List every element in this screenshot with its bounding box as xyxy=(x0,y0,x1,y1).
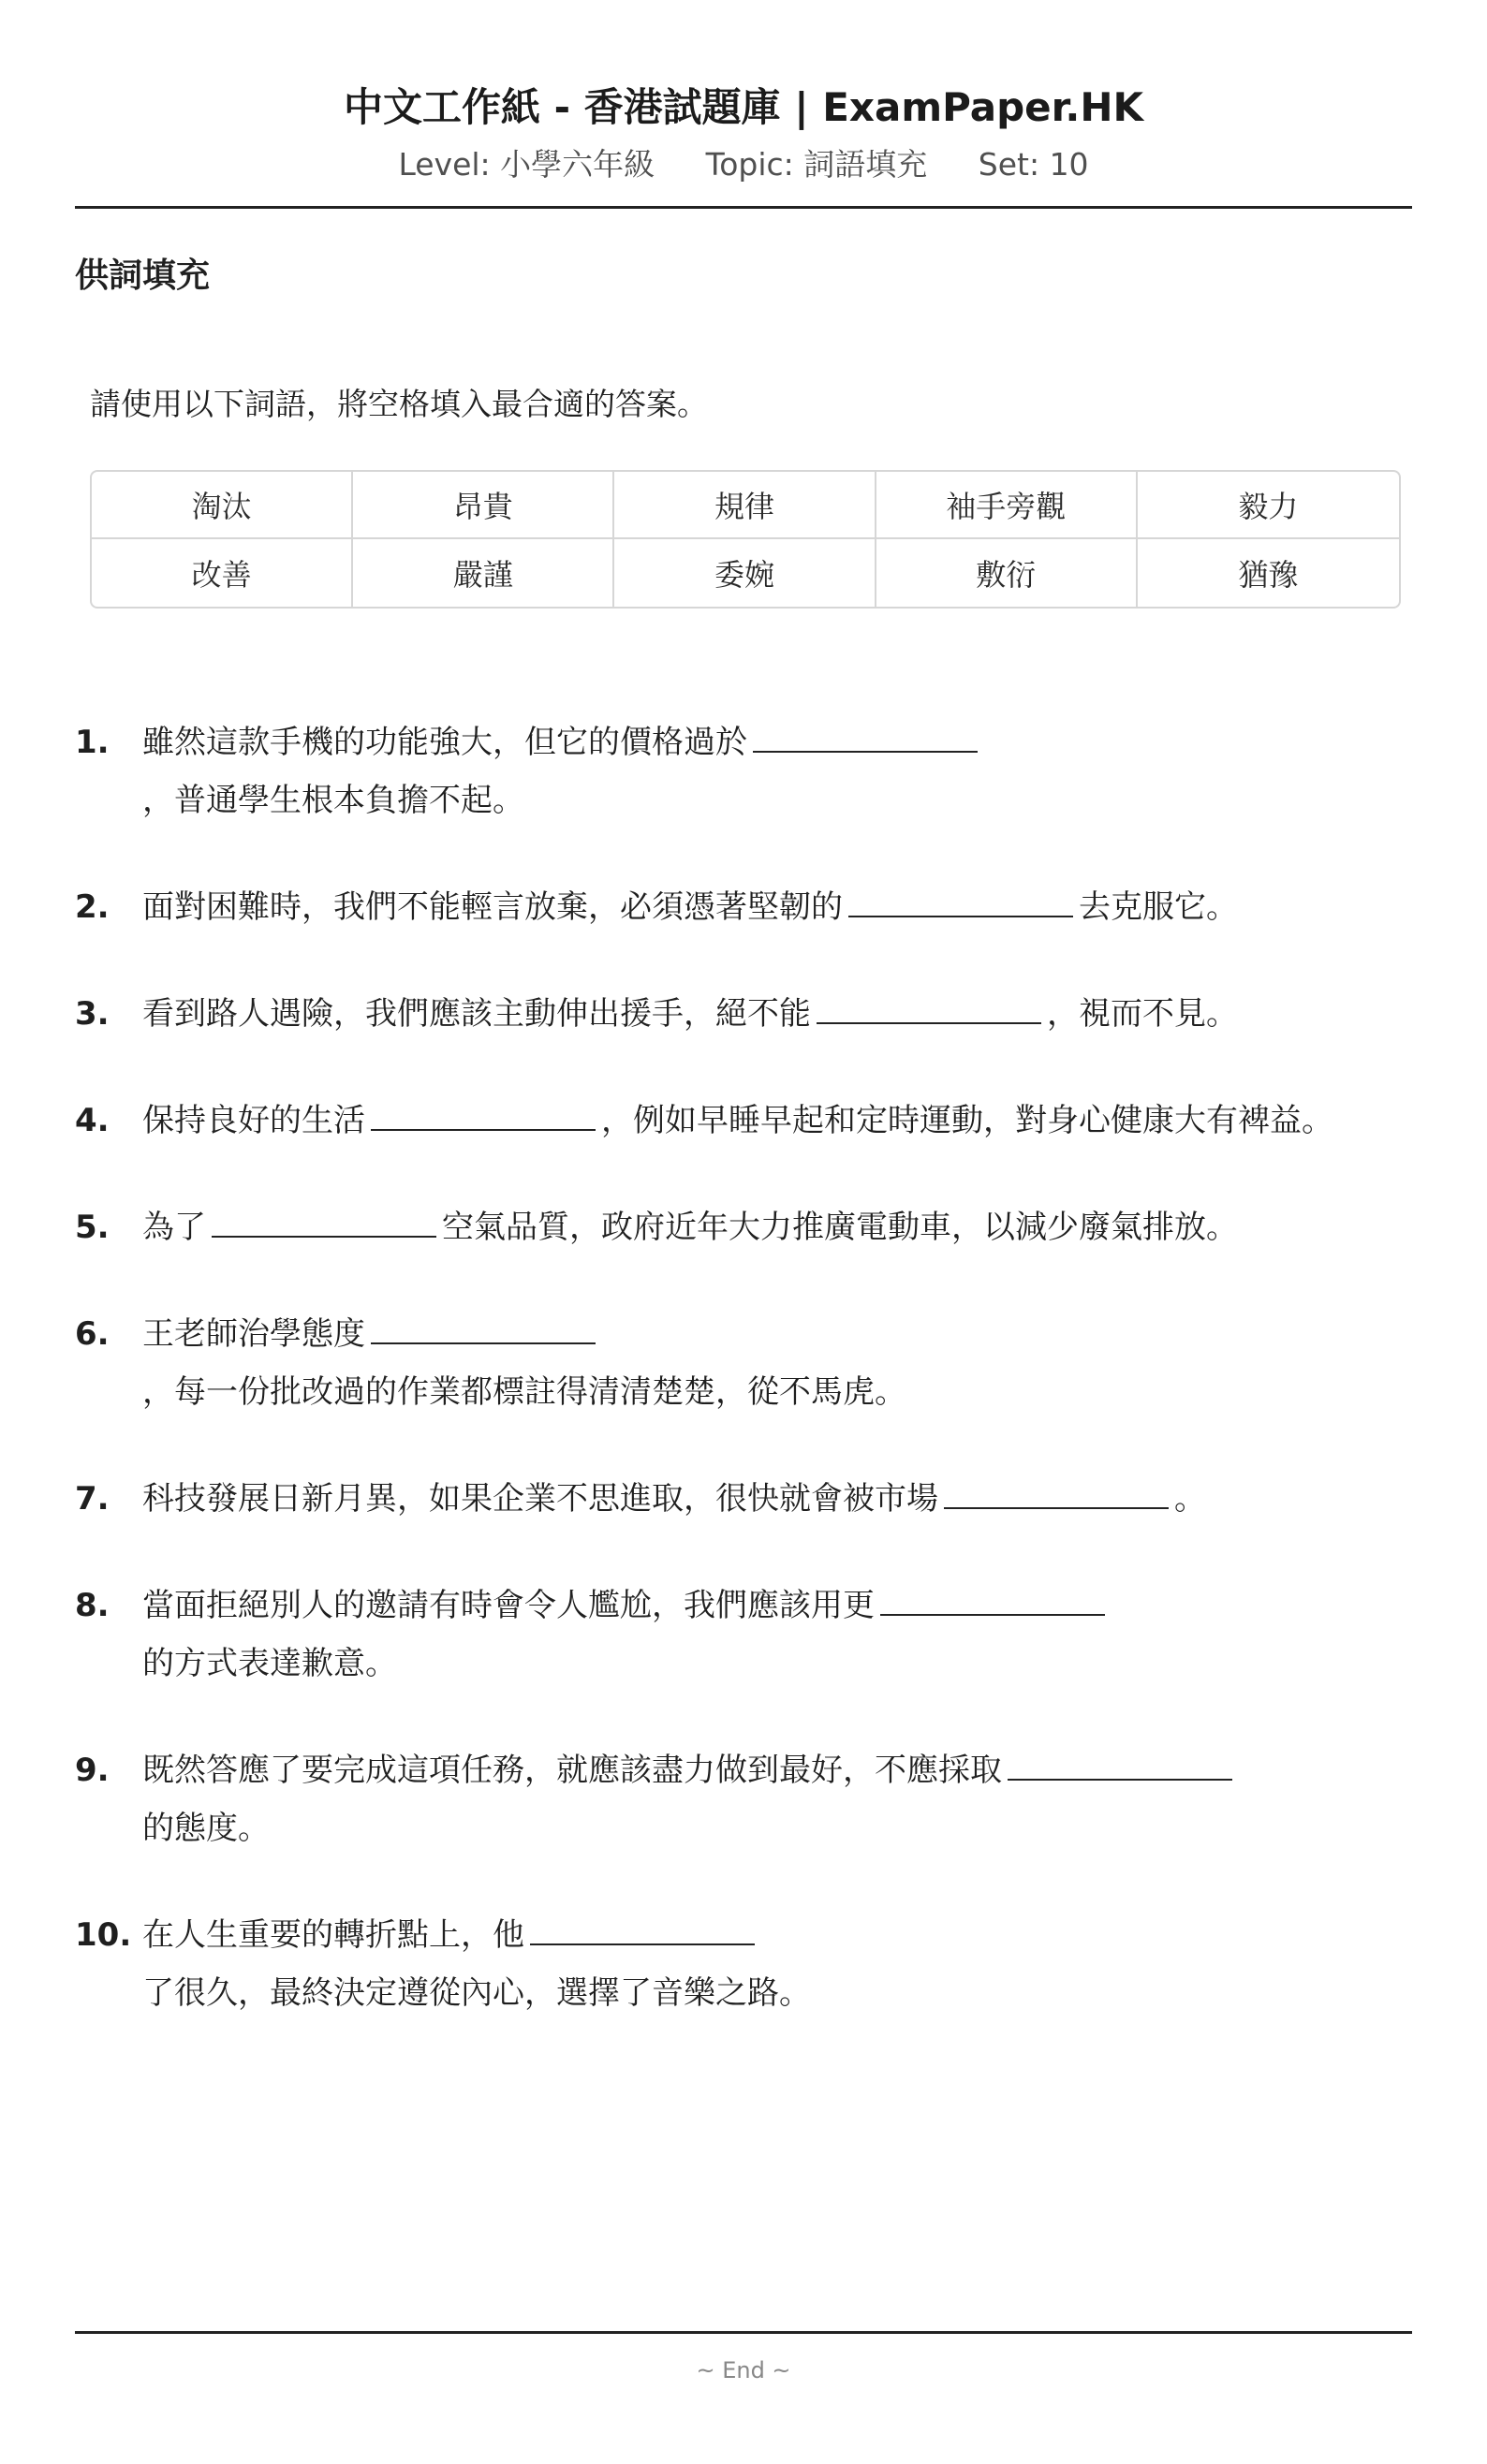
question-text-after: 了很久，最終決定遵從內心，選擇了音樂之路。 xyxy=(142,1974,811,2012)
question-text-after: ，視而不見。 xyxy=(1047,995,1238,1033)
question-text-after: 去克服它。 xyxy=(1079,888,1238,926)
question-text-after: ，每一份批改過的作業都標註得清清楚楚，從不馬虎。 xyxy=(142,1373,906,1411)
question-item xyxy=(75,1198,1412,1256)
question-item xyxy=(75,1741,1412,1857)
word-bank-cell: 委婉 xyxy=(614,539,876,607)
answer-blank[interactable] xyxy=(371,1309,596,1344)
question-item xyxy=(75,1470,1412,1528)
question-number: 3. xyxy=(75,995,110,1033)
question-number: 2. xyxy=(75,888,110,926)
question-text-after: ，普通學生根本負擔不起。 xyxy=(142,782,524,819)
question-text-before: 王老師治學態度 xyxy=(142,1315,365,1353)
word-bank-table xyxy=(90,470,1401,609)
question-text-before: 既然答應了要完成這項任務，就應該盡力做到最好，不應採取 xyxy=(142,1752,1002,1789)
answer-blank[interactable] xyxy=(944,1474,1169,1509)
question-text-before: 在人生重要的轉折點上，他 xyxy=(142,1916,524,1954)
worksheet-header xyxy=(75,80,1412,186)
question-number: 6. xyxy=(75,1315,110,1353)
word-bank-cell: 袖手旁觀 xyxy=(876,472,1138,539)
word-bank-cell: 敷衍 xyxy=(876,539,1138,607)
question-text-after: 。 xyxy=(1174,1480,1206,1518)
header-divider xyxy=(75,206,1412,209)
answer-blank[interactable] xyxy=(530,1910,755,1945)
question-item xyxy=(75,1906,1412,2022)
question-number: 1. xyxy=(75,724,110,761)
instruction-text: 請使用以下詞語，將空格填入最合適的答案。 xyxy=(90,386,708,422)
answer-blank[interactable] xyxy=(753,717,978,753)
question-text-before: 雖然這款手機的功能強大，但它的價格過於 xyxy=(142,724,747,761)
word-bank-cell: 昂貴 xyxy=(353,472,614,539)
worksheet-page xyxy=(75,0,1412,2464)
question-text-before: 當面拒絕別人的邀請有時會令人尷尬，我們應該用更 xyxy=(142,1587,875,1624)
question-text-after: 的態度。 xyxy=(142,1810,270,1847)
answer-blank[interactable] xyxy=(817,989,1041,1024)
question-number: 7. xyxy=(75,1480,110,1518)
question-item xyxy=(75,878,1412,936)
word-bank-cell: 毅力 xyxy=(1138,472,1399,539)
question-item xyxy=(75,1305,1412,1421)
footer-divider xyxy=(75,2331,1412,2334)
question-text-before: 科技發展日新月異，如果企業不思進取，很快就會被市場 xyxy=(142,1480,938,1518)
word-bank-cell: 淘汰 xyxy=(92,472,353,539)
answer-blank[interactable] xyxy=(880,1580,1105,1616)
question-number: 10. xyxy=(75,1916,132,1954)
word-bank-cell: 規律 xyxy=(614,472,876,539)
worksheet-meta xyxy=(75,143,1412,186)
question-text-after: 的方式表達歉意。 xyxy=(142,1645,397,1682)
question-item xyxy=(75,985,1412,1043)
word-bank-cell: 改善 xyxy=(92,539,353,607)
footer-end-text: ~ End ~ xyxy=(696,2357,791,2383)
word-bank-cell: 嚴謹 xyxy=(353,539,614,607)
question-text-before: 面對困難時，我們不能輕言放棄，必須憑著堅韌的 xyxy=(142,888,843,926)
level-label: Level: 小學六年級 xyxy=(398,146,655,183)
question-text-before: 為了 xyxy=(142,1209,206,1246)
worksheet-title: 中文工作紙 - 香港試題庫 | ExamPaper.HK xyxy=(343,84,1144,130)
answer-blank[interactable] xyxy=(848,882,1073,917)
question-text-after: ，例如早睡早起和定時運動，對身心健康大有裨益。 xyxy=(601,1102,1333,1139)
question-text-after: 空氣品質，政府近年大力推廣電動車，以減少廢氣排放。 xyxy=(442,1209,1238,1246)
question-item xyxy=(75,713,1412,829)
question-number: 8. xyxy=(75,1587,110,1624)
set-label: Set: 10 xyxy=(978,146,1089,183)
question-item xyxy=(75,1577,1412,1693)
answer-blank[interactable] xyxy=(212,1202,436,1238)
question-text-before: 看到路人遇險，我們應該主動伸出援手，絕不能 xyxy=(142,995,811,1033)
section-title: 供詞填充 xyxy=(75,257,211,295)
question-number: 4. xyxy=(75,1102,110,1139)
question-number: 5. xyxy=(75,1209,110,1246)
answer-blank[interactable] xyxy=(1008,1745,1232,1781)
answer-blank[interactable] xyxy=(371,1095,596,1131)
word-bank-cell: 猶豫 xyxy=(1238,557,1299,593)
question-number: 9. xyxy=(75,1752,110,1789)
topic-label: Topic: 詞語填充 xyxy=(705,146,928,183)
question-item xyxy=(75,1092,1412,1150)
question-text-before: 保持良好的生活 xyxy=(142,1102,365,1139)
question-list xyxy=(75,713,1412,2071)
